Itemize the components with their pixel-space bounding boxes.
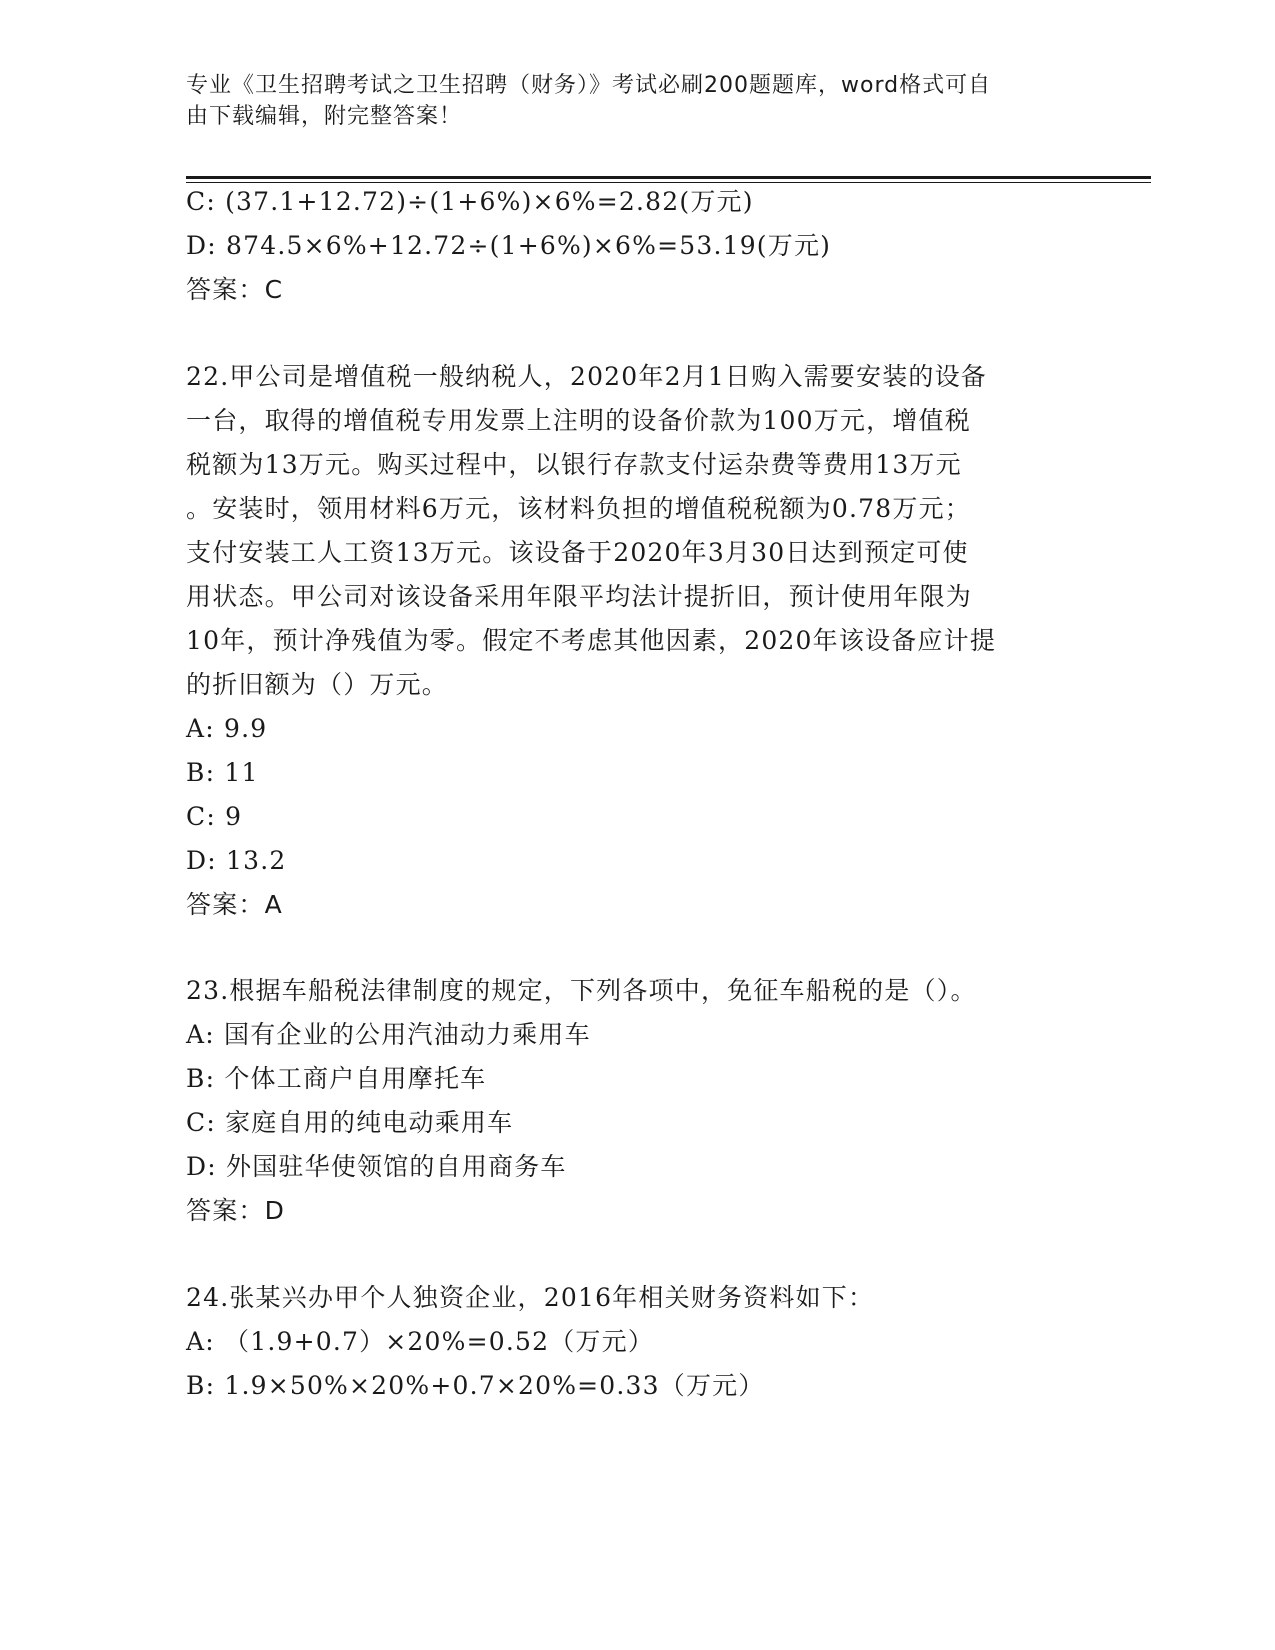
q22-option-d: D: 13.2 [186,846,287,875]
q24-option-b: B: 1.9×50%×20%+0.7×20%=0.33（万元） [186,1371,765,1400]
q22-stem-line: 支付安装工人工资13万元。该设备于2020年3月30日达到预定可使 [186,538,969,567]
header-line-1: 专业《卫生招聘考试之卫生招聘（财务）》考试必刷200题题库，word格式可自 [186,73,992,98]
q22-stem-line: 22.甲公司是增值税一般纳税人，2020年2月1日购入需要安装的设备 [186,362,987,391]
q22-option-c: C: 9 [186,802,243,831]
q23-stem: 23.根据车船税法律制度的规定，下列各项中，免征车船税的是（）。 [186,976,977,1005]
q22-stem-line: 的折旧额为（）万元。 [186,670,449,699]
q23-option-a: A: 国有企业的公用汽油动力乘用车 [186,1020,591,1049]
q21-option-c: C: (37.1+12.72)÷(1+6%)×6%=2.82(万元) [186,187,754,216]
q22-stem-line: 一台，取得的增值税专用发票上注明的设备价款为100万元，增值税 [186,406,971,435]
q22-stem-line: 税额为13万元。购买过程中，以银行存款支付运杂费等费用13万元 [186,450,962,479]
header-line-2: 由下载编辑，附完整答案！ [186,104,463,129]
q23-option-d: D: 外国驻华使领馆的自用商务车 [186,1152,567,1181]
q22-answer: 答案：A [186,890,283,919]
q23-option-c: C: 家庭自用的纯电动乘用车 [186,1108,514,1137]
q24-option-a: A: （1.9+0.7）×20%=0.52（万元） [186,1327,655,1356]
q21-answer: 答案：C [186,275,284,304]
q23-answer: 答案：D [186,1196,286,1225]
q22-stem-line: 用状态。甲公司对该设备采用年限平均法计提折旧，预计使用年限为 [186,582,973,611]
q22-stem-line: 10年，预计净残值为零。假定不考虑其他因素，2020年该设备应计提 [186,626,997,655]
q22-stem-line: 。安装时，领用材料6万元，该材料负担的增值税税额为0.78万元； [186,494,971,523]
q22-option-b: B: 11 [186,758,259,787]
header-divider-thick [186,176,1151,179]
header-divider-thin [186,182,1151,183]
q24-stem: 24.张某兴办甲个人独资企业，2016年相关财务资料如下： [186,1283,875,1312]
q23-option-b: B: 个体工商户自用摩托车 [186,1064,487,1093]
q22-option-a: A: 9.9 [186,714,268,743]
document-header [186,70,1066,132]
q21-option-d: D: 874.5×6%+12.72÷(1+6%)×6%=53.19(万元) [186,231,832,260]
